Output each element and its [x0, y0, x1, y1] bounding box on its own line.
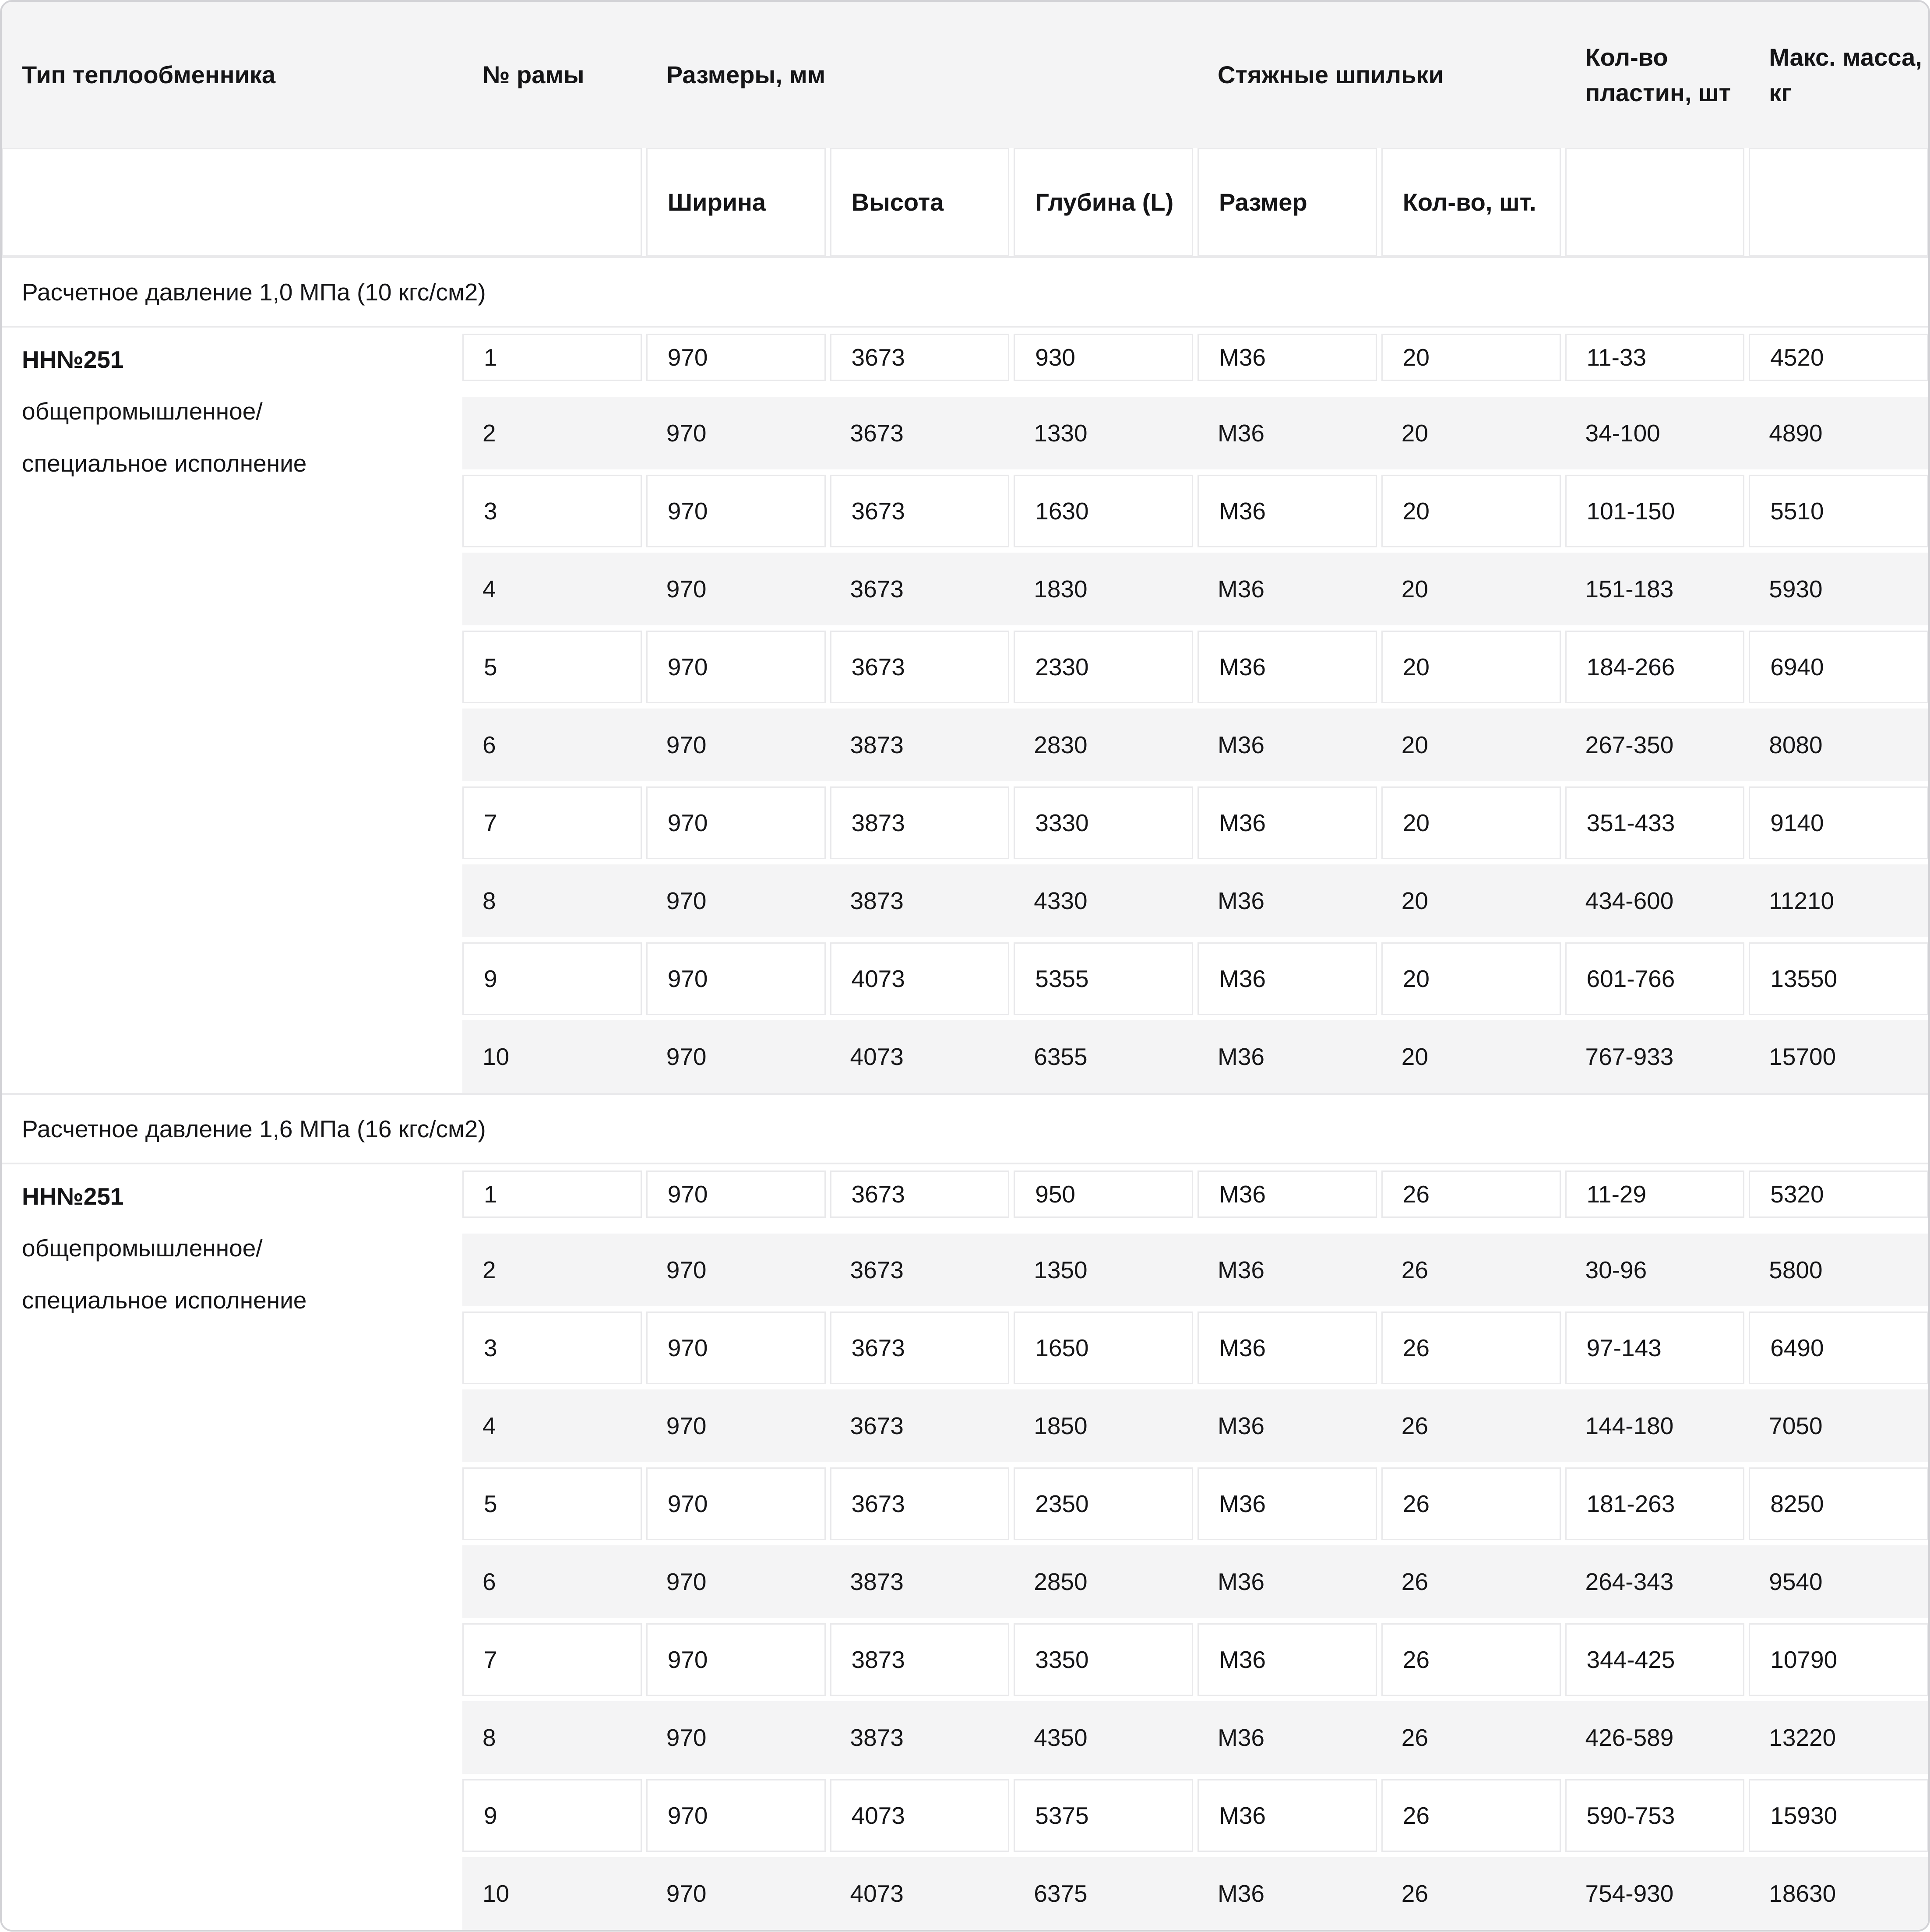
column-header-frame-number: № рамы [482, 61, 585, 89]
cell: 26 [1381, 1170, 1561, 1218]
table-header-row-1 [2, 2, 1928, 148]
column-header-max-mass: Макс. масса, кг [1769, 43, 1922, 106]
cell: 3673 [830, 334, 1010, 381]
table-row [462, 1467, 1928, 1540]
cell: 5 [462, 631, 642, 703]
cell: 3873 [850, 887, 904, 914]
cell: 7050 [1769, 1412, 1823, 1439]
cell: 4 [482, 1412, 496, 1439]
cell: 9140 [1749, 786, 1928, 859]
table-row [462, 1857, 1928, 1930]
cell: 20 [1381, 334, 1561, 381]
cell: 970 [646, 1170, 826, 1218]
cell: 13550 [1749, 942, 1928, 1015]
cell: 20 [1401, 887, 1428, 914]
cell: 20 [1401, 731, 1428, 758]
section-rows-1 [462, 328, 1928, 1093]
cell: 26 [1401, 1724, 1428, 1751]
cell: 970 [646, 1623, 826, 1696]
cell: 3873 [830, 786, 1010, 859]
table-row [462, 1389, 1928, 1462]
cell: 20 [1381, 786, 1561, 859]
cell: М36 [1197, 1779, 1377, 1852]
cell: 767-933 [1585, 1043, 1674, 1070]
column-header-type: Тип теплообменника [22, 61, 276, 89]
cell: 3673 [850, 575, 904, 603]
cell: 10 [482, 1880, 510, 1907]
cell: 1 [462, 1170, 642, 1218]
table-row [462, 709, 1928, 781]
cell: М36 [1197, 631, 1377, 703]
table-row [462, 864, 1928, 937]
cell: 7 [462, 1623, 642, 1696]
cell: 351-433 [1565, 786, 1745, 859]
cell: 3873 [830, 1623, 1010, 1696]
table-row [462, 475, 1928, 547]
table-row [462, 1234, 1928, 1306]
cell: 11210 [1769, 887, 1835, 914]
cell: 26 [1401, 1880, 1428, 1907]
cell: 20 [1381, 475, 1561, 547]
cell: 8 [482, 1724, 496, 1751]
cell: 11-29 [1565, 1170, 1745, 1218]
cell: 754-930 [1585, 1880, 1674, 1907]
cell: 1830 [1034, 575, 1088, 603]
section-body-2 [2, 1164, 1928, 1930]
cell: 6 [482, 731, 496, 758]
cell: 1350 [1034, 1256, 1088, 1283]
cell: 20 [1401, 420, 1428, 447]
cell: 26 [1381, 1623, 1561, 1696]
cell: 9540 [1769, 1568, 1823, 1595]
subheader-empty-cell [2, 148, 642, 256]
cell: 144-180 [1585, 1412, 1674, 1439]
cell: 4073 [830, 1779, 1010, 1852]
cell: 4890 [1769, 420, 1823, 447]
table-row [462, 553, 1928, 625]
cell: 26 [1381, 1467, 1561, 1540]
exchanger-model: НН№251 [22, 1183, 124, 1210]
cell: 8080 [1769, 731, 1823, 758]
cell: 6375 [1034, 1880, 1088, 1907]
cell: 20 [1381, 631, 1561, 703]
column-header-dimensions: Размеры, мм [666, 61, 826, 89]
table-row [462, 1020, 1928, 1093]
cell: 3873 [850, 1568, 904, 1595]
cell: М36 [1218, 1724, 1264, 1751]
cell: 184-266 [1565, 631, 1745, 703]
cell: М36 [1218, 1412, 1264, 1439]
cell: 5510 [1749, 475, 1928, 547]
cell: 13220 [1769, 1724, 1836, 1751]
cell: 264-343 [1585, 1568, 1674, 1595]
cell: М36 [1197, 334, 1377, 381]
cell: 8 [482, 887, 496, 914]
cell: 9 [462, 1779, 642, 1852]
cell: М36 [1218, 575, 1264, 603]
table-row [462, 942, 1928, 1015]
cell: 30-96 [1585, 1256, 1647, 1283]
cell: М36 [1218, 1568, 1264, 1595]
cell: 3873 [850, 1724, 904, 1751]
cell: М36 [1218, 1256, 1264, 1283]
cell: 18630 [1769, 1880, 1836, 1907]
cell: 1650 [1014, 1312, 1193, 1384]
exchanger-type-cell [2, 1164, 458, 1930]
cell: 4330 [1034, 887, 1088, 914]
section-body-1 [2, 328, 1928, 1093]
cell: 10790 [1749, 1623, 1928, 1696]
cell: 181-263 [1565, 1467, 1745, 1540]
exchanger-model: НН№251 [22, 346, 124, 373]
cell: 4520 [1749, 334, 1928, 381]
cell: 3 [462, 475, 642, 547]
table-row [462, 1701, 1928, 1774]
cell: 5 [462, 1467, 642, 1540]
cell: М36 [1218, 1043, 1264, 1070]
cell: 97-143 [1565, 1312, 1745, 1384]
cell: 6355 [1034, 1043, 1088, 1070]
cell: 1330 [1034, 420, 1088, 447]
cell: 6940 [1749, 631, 1928, 703]
cell: М36 [1218, 1880, 1264, 1907]
subheader-stud-size: Размер [1197, 148, 1377, 256]
cell: 950 [1014, 1170, 1193, 1218]
cell: 10 [482, 1043, 510, 1070]
exchanger-desc-line: специальное исполнение [22, 449, 307, 477]
subheader-depth: Глубина (L) [1014, 148, 1193, 256]
cell: 3350 [1014, 1623, 1193, 1696]
cell: 3673 [830, 1312, 1010, 1384]
cell: 15930 [1749, 1779, 1928, 1852]
table-row [462, 1170, 1928, 1218]
cell: М36 [1197, 1312, 1377, 1384]
exchanger-desc-line: общепромышленное/ [22, 398, 263, 425]
table-header-row-2 [2, 148, 1928, 256]
cell: 930 [1014, 334, 1193, 381]
cell: 26 [1401, 1568, 1428, 1595]
cell: 6490 [1749, 1312, 1928, 1384]
cell: 3673 [830, 475, 1010, 547]
cell: М36 [1197, 786, 1377, 859]
cell: 970 [666, 1256, 707, 1283]
cell: 3673 [830, 1467, 1010, 1540]
table-row [462, 397, 1928, 469]
cell: 11-33 [1565, 334, 1745, 381]
cell: 8250 [1749, 1467, 1928, 1540]
cell: 5375 [1014, 1779, 1193, 1852]
cell: 1850 [1034, 1412, 1088, 1439]
cell: 5930 [1769, 575, 1823, 603]
section-title-pressure-1-0: Расчетное давление 1,0 МПа (10 кгс/см2) [2, 258, 1928, 326]
cell: 26 [1381, 1312, 1561, 1384]
cell: 970 [666, 1880, 707, 1907]
cell: 26 [1401, 1412, 1428, 1439]
cell: 4 [482, 575, 496, 603]
cell: 3673 [850, 1412, 904, 1439]
cell: 3 [462, 1312, 642, 1384]
cell: М36 [1197, 1623, 1377, 1696]
subheader-stud-qty: Кол-во, шт. [1381, 148, 1561, 256]
section-rows-2 [462, 1164, 1928, 1930]
cell: 5320 [1749, 1170, 1928, 1218]
table-row [462, 1312, 1928, 1384]
subheader-empty-mass [1749, 148, 1928, 256]
table-row [462, 786, 1928, 859]
cell: 1 [462, 334, 642, 381]
cell: 434-600 [1585, 887, 1674, 914]
cell: 151-183 [1585, 575, 1674, 603]
cell: 2850 [1034, 1568, 1088, 1595]
cell: 4350 [1034, 1724, 1088, 1751]
cell: 3873 [850, 731, 904, 758]
cell: 970 [646, 786, 826, 859]
subheader-empty-plates [1565, 148, 1745, 256]
cell: М36 [1197, 942, 1377, 1015]
cell: 20 [1401, 575, 1428, 603]
cell: 20 [1381, 942, 1561, 1015]
cell: М36 [1197, 475, 1377, 547]
table-row [462, 334, 1928, 381]
cell: 4073 [850, 1043, 904, 1070]
cell: 426-589 [1585, 1724, 1674, 1751]
cell: 344-425 [1565, 1623, 1745, 1696]
cell: 970 [666, 1724, 707, 1751]
cell: 6 [482, 1568, 496, 1595]
cell: 3673 [850, 1256, 904, 1283]
cell: 601-766 [1565, 942, 1745, 1015]
cell: 3673 [830, 1170, 1010, 1218]
section-title-pressure-1-6: Расчетное давление 1,6 МПа (16 кгс/см2) [2, 1095, 1928, 1163]
cell: 2350 [1014, 1467, 1193, 1540]
exchanger-type-cell [2, 328, 458, 1093]
cell: М36 [1218, 887, 1264, 914]
cell: 970 [666, 887, 707, 914]
cell: 970 [666, 575, 707, 603]
cell: 3673 [830, 631, 1010, 703]
table-row [462, 1545, 1928, 1618]
cell: 970 [646, 1312, 826, 1384]
cell: 9 [462, 942, 642, 1015]
cell: 970 [646, 334, 826, 381]
cell: 970 [646, 631, 826, 703]
cell: 970 [666, 1568, 707, 1595]
cell: 970 [646, 475, 826, 547]
cell: 101-150 [1565, 475, 1745, 547]
cell: 970 [646, 1467, 826, 1540]
cell: 970 [646, 942, 826, 1015]
cell: 970 [646, 1779, 826, 1852]
cell: 34-100 [1585, 420, 1660, 447]
column-header-plate-count: Кол-во пластин, шт [1585, 43, 1731, 106]
cell: 2 [482, 420, 496, 447]
cell: 1630 [1014, 475, 1193, 547]
table-row [462, 1623, 1928, 1696]
table-row [462, 1779, 1928, 1852]
cell: М36 [1218, 731, 1264, 758]
cell: 20 [1401, 1043, 1428, 1070]
cell: 970 [666, 1043, 707, 1070]
column-header-studs: Стяжные шпильки [1218, 61, 1444, 89]
exchanger-desc-line: специальное исполнение [22, 1286, 307, 1314]
cell: 15700 [1769, 1043, 1836, 1070]
cell: 4073 [850, 1880, 904, 1907]
cell: 2330 [1014, 631, 1193, 703]
cell: 2 [482, 1256, 496, 1283]
cell: 4073 [830, 942, 1010, 1015]
cell: 7 [462, 786, 642, 859]
cell: 26 [1381, 1779, 1561, 1852]
subheader-height: Высота [830, 148, 1010, 256]
subheader-width: Ширина [646, 148, 826, 256]
exchanger-desc-line: общепромышленное/ [22, 1234, 263, 1262]
cell: М36 [1197, 1170, 1377, 1218]
cell: 3673 [850, 420, 904, 447]
cell: 970 [666, 1412, 707, 1439]
cell: 5355 [1014, 942, 1193, 1015]
cell: М36 [1197, 1467, 1377, 1540]
cell: 970 [666, 420, 707, 447]
table-row [462, 631, 1928, 703]
cell: М36 [1218, 420, 1264, 447]
cell: 2830 [1034, 731, 1088, 758]
cell: 3330 [1014, 786, 1193, 859]
cell: 26 [1401, 1256, 1428, 1283]
cell: 267-350 [1585, 731, 1674, 758]
cell: 590-753 [1565, 1779, 1745, 1852]
cell: 970 [666, 731, 707, 758]
cell: 5800 [1769, 1256, 1823, 1283]
